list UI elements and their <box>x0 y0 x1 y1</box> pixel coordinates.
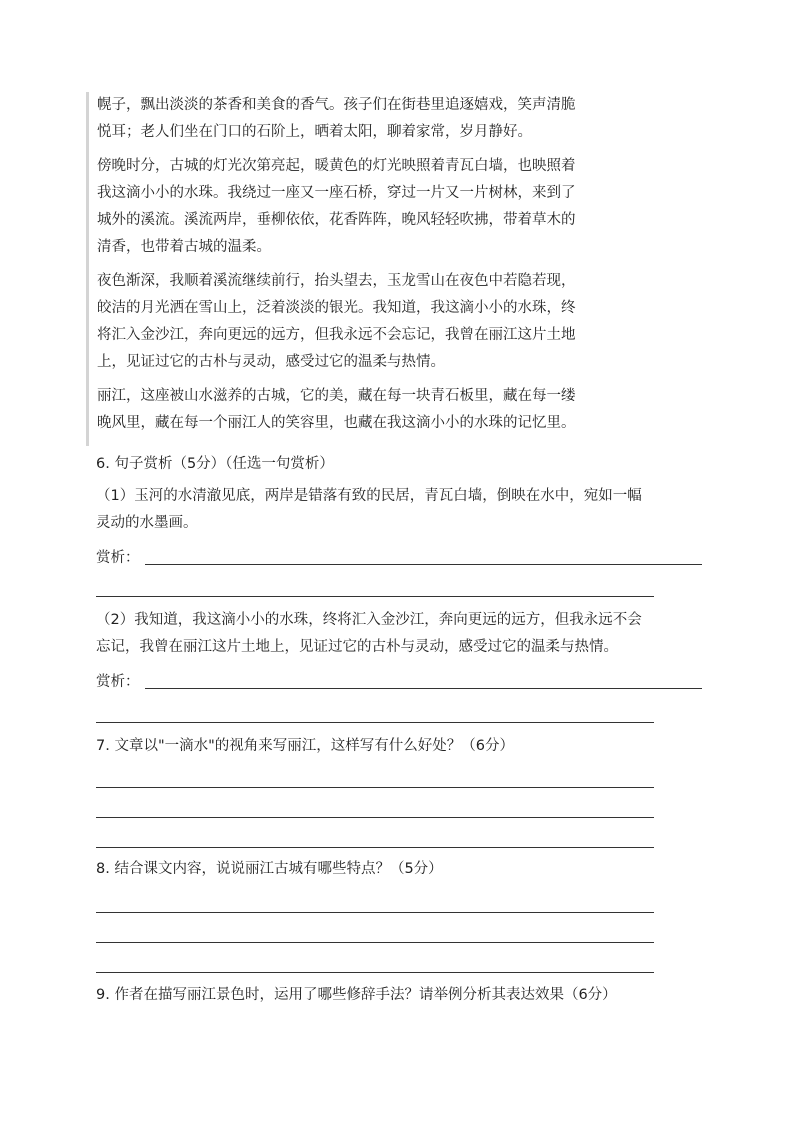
answer-label: 赏析： <box>96 674 140 690</box>
passage-line: 悦耳；老人们坐在门口的石阶上，晒着太阳，聊着家常，岁月静好。 <box>97 124 532 140</box>
question-9-title: 9. 作者在描写丽江景色时，运用了哪些修辞手法？请举例分析其表达效果（6分） <box>96 987 617 1003</box>
passage-paragraph <box>97 92 646 146</box>
answer-line[interactable] <box>96 912 654 913</box>
passage-line: 傍晚时分，古城的灯光次第亮起，暖黄色的灯光映照着青瓦白墙，也映照着 <box>97 158 576 174</box>
passage-paragraph <box>97 383 646 437</box>
passage-line: 城外的溪流。溪流两岸，垂柳依依，花香阵阵，晚风轻轻吹拂，带着草木的 <box>97 212 576 228</box>
answer-label: 赏析： <box>96 550 140 566</box>
answer-line[interactable] <box>145 688 702 689</box>
question-6-sentence-2-cont: 忘记，我曾在丽江这片土地上，见证过它的古朴与灵动，感受过它的温柔与热情。 <box>96 639 618 655</box>
answer-line[interactable] <box>96 722 654 723</box>
question-7-title: 7. 文章以"一滴水"的视角来写丽江，这样写有什么好处？（6分） <box>96 738 515 754</box>
passage-line: 丽江，这座被山水滋养的古城，它的美，藏在每一块青石板里，藏在每一缕 <box>97 388 576 404</box>
answer-line[interactable] <box>96 596 654 597</box>
question-6-sentence-1: （1）玉河的水清澈见底，两岸是错落有致的民居，青瓦白墙，倒映在水中，宛如一幅 <box>96 488 642 504</box>
question-6-title: 6. 句子赏析（5分）（任选一句赏析） <box>96 456 334 472</box>
answer-line[interactable] <box>145 564 702 565</box>
answer-line[interactable] <box>96 787 654 788</box>
answer-line[interactable] <box>96 847 654 848</box>
answer-line[interactable] <box>96 942 654 943</box>
passage-line: 我这滴小小的水珠。我绕过一座又一座石桥，穿过一片又一片树林，来到了 <box>97 185 576 201</box>
answer-line[interactable] <box>96 817 654 818</box>
passage-line: 将汇入金沙江，奔向更远的远方，但我永远不会忘记，我曾在丽江这片土地 <box>97 327 576 343</box>
passage-paragraph <box>97 268 646 376</box>
passage-line: 清香，也带着古城的温柔。 <box>97 239 271 255</box>
passage-line: 夜色渐深，我顺着溪流继续前行，抬头望去，玉龙雪山在夜色中若隐若现， <box>97 273 576 289</box>
passage-paragraph <box>97 153 646 261</box>
passage-line: 上，见证过它的古朴与灵动，感受过它的温柔与热情。 <box>97 354 445 370</box>
answer-line[interactable] <box>96 972 654 973</box>
question-6-sentence-2: （2）我知道，我这滴小小的水珠，终将汇入金沙江，奔向更远的远方，但我永远不会 <box>96 612 642 628</box>
passage-line: 幌子，飘出淡淡的茶香和美食的香气。孩子们在街巷里追逐嬉戏，笑声清脆 <box>97 97 576 113</box>
passage-line: 晚风里，藏在每一个丽江人的笑容里，也藏在我这滴小小的水珠的记忆里。 <box>97 415 576 431</box>
question-8-title: 8. 结合课文内容，说说丽江古城有哪些特点？（5分） <box>96 861 443 877</box>
passage-line: 皎洁的月光洒在雪山上，泛着淡淡的银光。我知道，我这滴小小的水珠，终 <box>97 300 576 316</box>
question-6-sentence-1-cont: 灵动的水墨画。 <box>96 515 198 531</box>
reading-passage <box>86 92 646 446</box>
